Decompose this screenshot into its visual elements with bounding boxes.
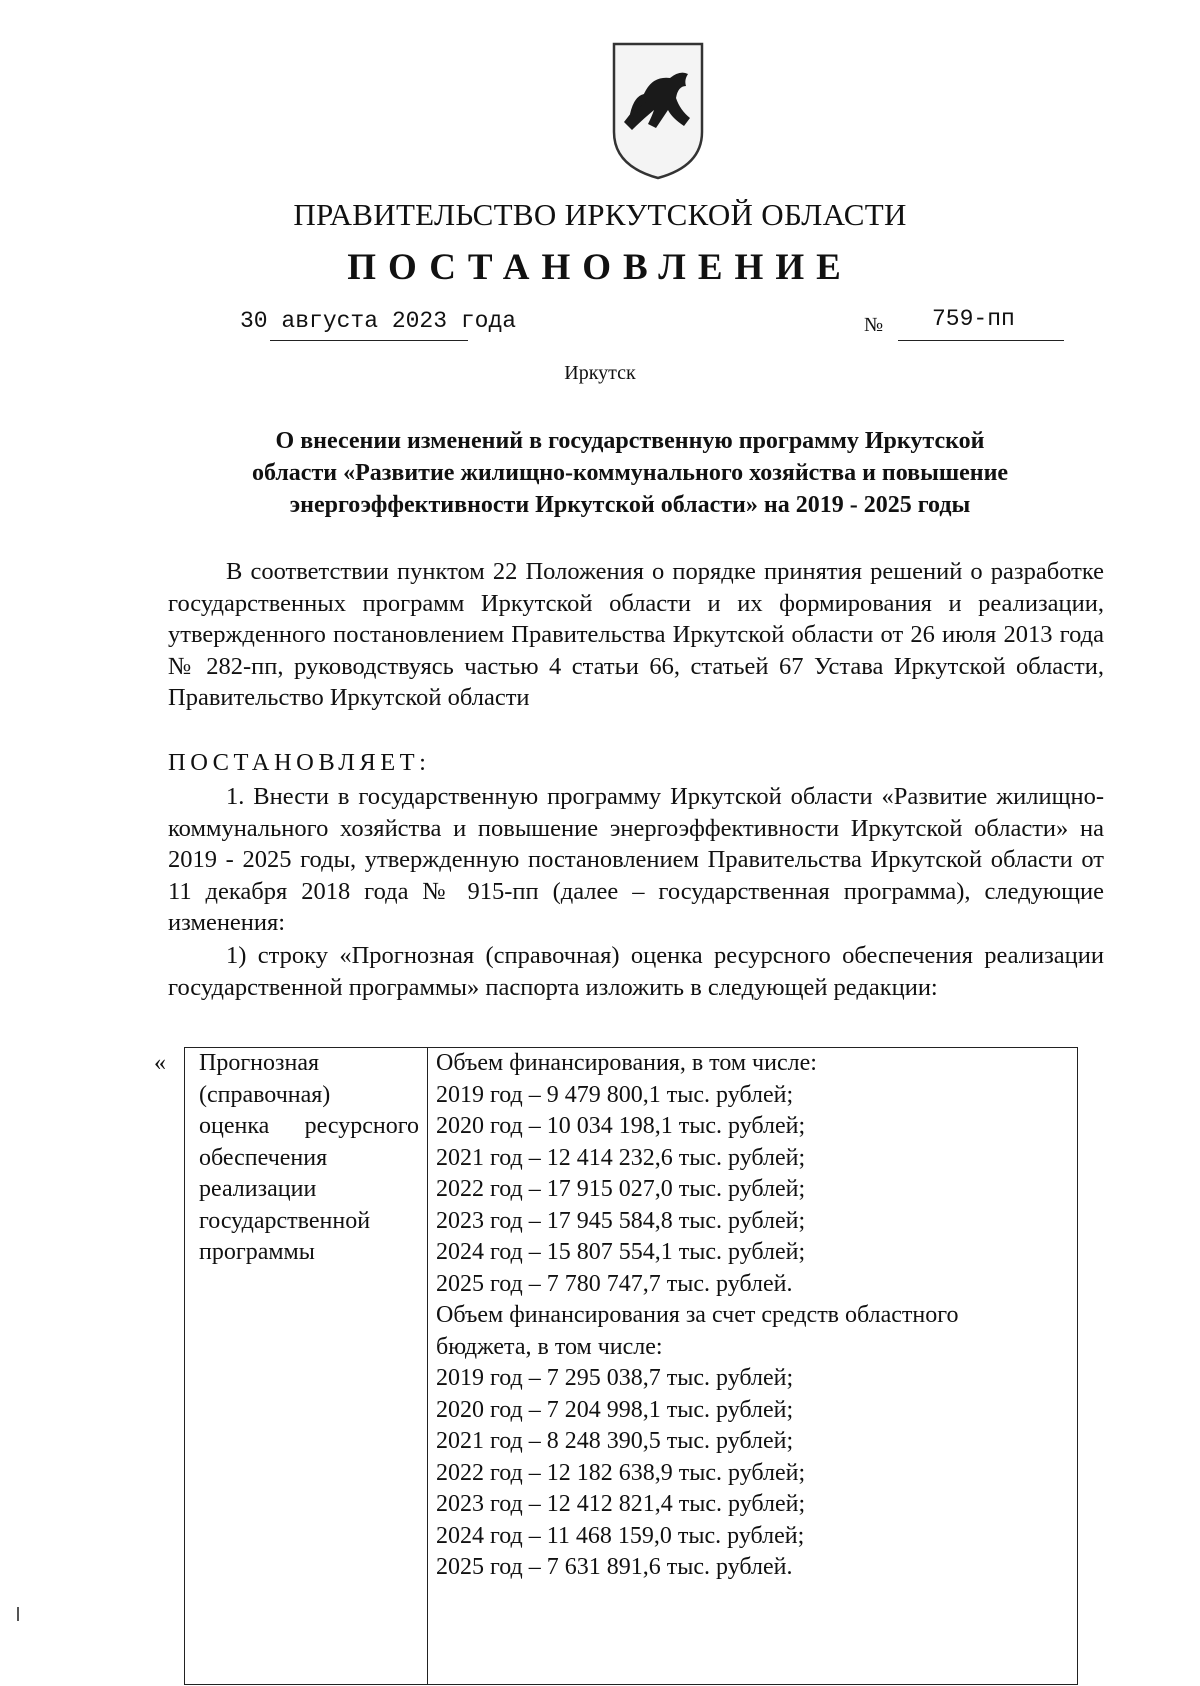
value-line: 2024 год – 11 468 159,0 тыс. рублей; [436, 1522, 805, 1549]
date-underline [270, 340, 468, 341]
passport-row-label [185, 1048, 428, 1685]
number-underline [898, 340, 1064, 341]
scan-margin-mark [17, 1607, 19, 1621]
point-1-1-paragraph: 1) строку «Прогнозная (справочная) оценка ресурсного обеспечения реализации государственной программы» паспорта изложить в следующей редакции: [168, 942, 1104, 1001]
value-line: 2025 год – 7 780 747,7 тыс. рублей. [436, 1270, 793, 1297]
label-line: программы [199, 1239, 315, 1265]
value-line: 2019 год – 7 295 038,7 тыс. рублей; [436, 1365, 794, 1391]
coat-of-arms-icon [610, 40, 706, 180]
label-line: Прогнозная [199, 1050, 320, 1076]
subject-line: О внесении изменений в государственную программу Иркутской [275, 428, 985, 454]
value-line: 2021 год – 12 414 232,6 тыс. рублей; [436, 1144, 806, 1171]
number-sign: № [864, 314, 884, 336]
point-1-paragraph: 1. Внести в государственную программу Иркутской области «Развитие жилищно-коммунального хозяйства и повышение энергоэффективности Иркутской области» на 2019 - 2025 годы, утвержденную постановлением Правительства Иркутской области от 11 декабря 2018 года № 915-пп (далее – государственная программа), следующие изменения: [168, 783, 1104, 936]
passport-table [184, 1047, 1078, 1685]
value-line: 2023 год – 12 412 821,4 тыс. рублей; [436, 1491, 806, 1517]
label-line: (справочная) [199, 1081, 331, 1108]
document-number: 759-пп [932, 306, 1015, 332]
value-line: 2020 год – 7 204 998,1 тыс. рублей; [436, 1396, 794, 1423]
preamble-paragraph: В соответствии пунктом 22 Положения о порядке принятия решений о разработке государственных программ Иркутской области и их формирования и реализации, утвержденного постановлением Правительства Иркутской области от 26 июля 2013 года № 282-пп, руководствуясь частью 4 статьи 66, статьей 67 Устава Иркутской области, Правительство Иркутской области [168, 558, 1104, 711]
value-line: 2022 год – 17 915 027,0 тыс. рублей; [436, 1176, 806, 1202]
value-line: Объем финансирования, в том числе: [436, 1050, 817, 1076]
document-city: Иркутск [564, 362, 636, 384]
label-line: оценка ресурсного [199, 1113, 419, 1139]
value-line: 2021 год – 8 248 390,5 тыс. рублей; [436, 1428, 794, 1454]
document-type: ПОСТАНОВЛЕНИЕ [347, 247, 853, 288]
passport-row-value [428, 1048, 1078, 1685]
document-subject [160, 425, 1100, 521]
label-line: обеспечения [199, 1144, 328, 1171]
government-name: ПРАВИТЕЛЬСТВО ИРКУТСКОЙ ОБЛАСТИ [293, 197, 907, 232]
value-line: 2025 год – 7 631 891,6 тыс. рублей. [436, 1554, 793, 1580]
subject-line: области «Развитие жилищно-коммунального хозяйства и повышение [251, 460, 1009, 486]
value-line: Объем финансирования за счет средств областного [436, 1302, 959, 1328]
document-date: 30 августа 2023 года [240, 308, 517, 334]
value-line: 2020 год – 10 034 198,1 тыс. рублей; [436, 1113, 806, 1139]
value-line: 2022 год – 12 182 638,9 тыс. рублей; [436, 1459, 806, 1486]
value-line: 2019 год – 9 479 800,1 тыс. рублей; [436, 1081, 794, 1108]
value-line: 2024 год – 15 807 554,1 тыс. рублей; [436, 1239, 806, 1265]
label-line: государственной [199, 1207, 371, 1234]
value-line: 2023 год – 17 945 584,8 тыс. рублей; [436, 1207, 806, 1234]
label-line: реализации [199, 1176, 317, 1202]
resolves-heading: ПОСТАНОВЛЯЕТ: [168, 749, 431, 776]
value-line: бюджета, в том числе: [436, 1333, 663, 1360]
subject-line: энергоэффективности Иркутской области» на 2019 - 2025 годы [289, 492, 971, 518]
table-row [185, 1048, 1078, 1685]
opening-quote: « [154, 1050, 166, 1076]
